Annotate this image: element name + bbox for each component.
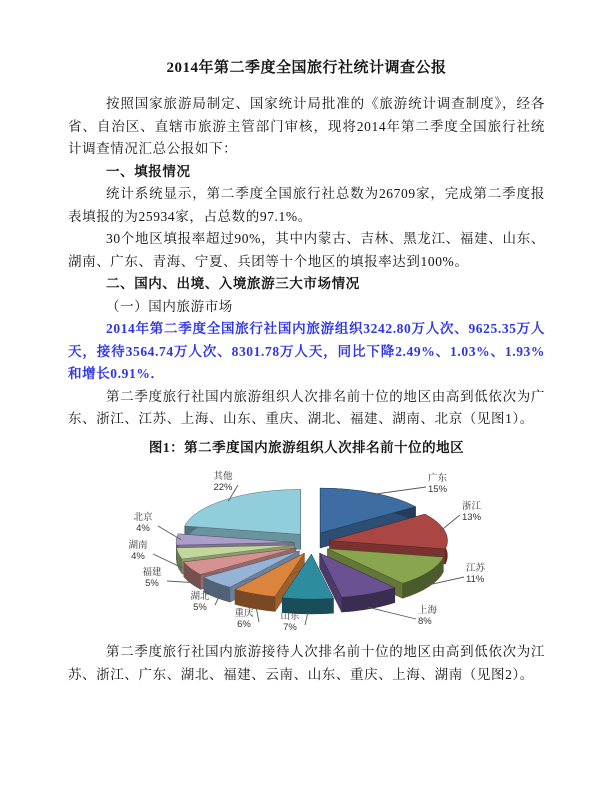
svg-text:福建: 福建 xyxy=(142,567,162,578)
svg-text:重庆: 重庆 xyxy=(234,608,254,619)
figure1-pie-chart xyxy=(80,459,540,641)
paragraph-filing-regions: 30个地区填报率超过90%，其中内蒙古、吉林、黑龙江、福建、山东、湖南、广东、青海、宁夏、兵团等十个地区的填报率达到100%。 xyxy=(68,231,545,269)
section2-heading: 二、国内、出境、入境旅游三大市场情况 xyxy=(106,276,360,291)
svg-text:广东: 广东 xyxy=(428,473,448,484)
svg-text:北京: 北京 xyxy=(133,512,153,523)
svg-text:5%: 5% xyxy=(145,578,159,589)
svg-text:4%: 4% xyxy=(131,551,145,562)
svg-text:11%: 11% xyxy=(466,574,485,585)
svg-text:浙江: 浙江 xyxy=(462,501,482,512)
paragraph-org-top10: 第二季度旅行社国内旅游组织人次排名前十位的地区由高到低依次为广东、浙江、江苏、上海、山东、重庆、湖北、福建、湖南、北京（见图1）。 xyxy=(68,388,545,426)
svg-text:22%: 22% xyxy=(213,482,233,493)
subsection1-heading: （一）国内旅游市场 xyxy=(106,298,233,314)
svg-text:江苏: 江苏 xyxy=(466,563,486,574)
section1-heading: 一、填报情况 xyxy=(106,163,191,179)
svg-text:其他: 其他 xyxy=(213,471,233,482)
svg-text:湖北: 湖北 xyxy=(190,591,210,602)
svg-text:上海: 上海 xyxy=(418,605,438,616)
svg-text:13%: 13% xyxy=(462,512,482,523)
svg-text:4%: 4% xyxy=(136,523,150,534)
svg-text:山东: 山东 xyxy=(280,611,300,622)
paragraph-recv-top10: 第二季度旅行社国内旅游接待人次排名前十位的地区由高到低依次为江苏、浙江、广东、湖北、福建、云南、山东、重庆、上海、湖南（见图2）。 xyxy=(68,644,545,682)
svg-text:15%: 15% xyxy=(428,484,448,495)
svg-text:6%: 6% xyxy=(237,619,251,630)
page-title: 2014年第二季度全国旅行社统计调查公报 xyxy=(166,60,447,76)
svg-text:湖南: 湖南 xyxy=(128,540,148,551)
paragraph-domestic-stats: 2014年第二季度全国旅行社国内旅游组织3242.80万人次、9625.35万人天，接待3564.74万人次、8301.78万人天，同比下降2.49%、1.03%、1.93%和增长0.91%． xyxy=(68,321,545,381)
svg-text:7%: 7% xyxy=(283,622,297,633)
figure1-chart-area xyxy=(80,459,540,641)
svg-text:5%: 5% xyxy=(193,602,207,613)
paragraph-intro: 按照国家旅游局制定、国家统计局批准的《旅游统计调查制度》，经各省、自治区、直辖市旅游主管部门审核，现将2014年第二季度全国旅行社统计调查情况汇总公报如下： xyxy=(68,96,545,156)
figure1-caption: 图1：第二季度国内旅游组织人次排名前十位的地区 xyxy=(148,439,465,455)
paragraph-filing-stats: 统计系统显示，第二季度全国旅行社总数为26709家，完成第二季度报表填报的为25934家，占总数的97.1%。 xyxy=(68,186,545,224)
svg-text:8%: 8% xyxy=(418,616,432,627)
